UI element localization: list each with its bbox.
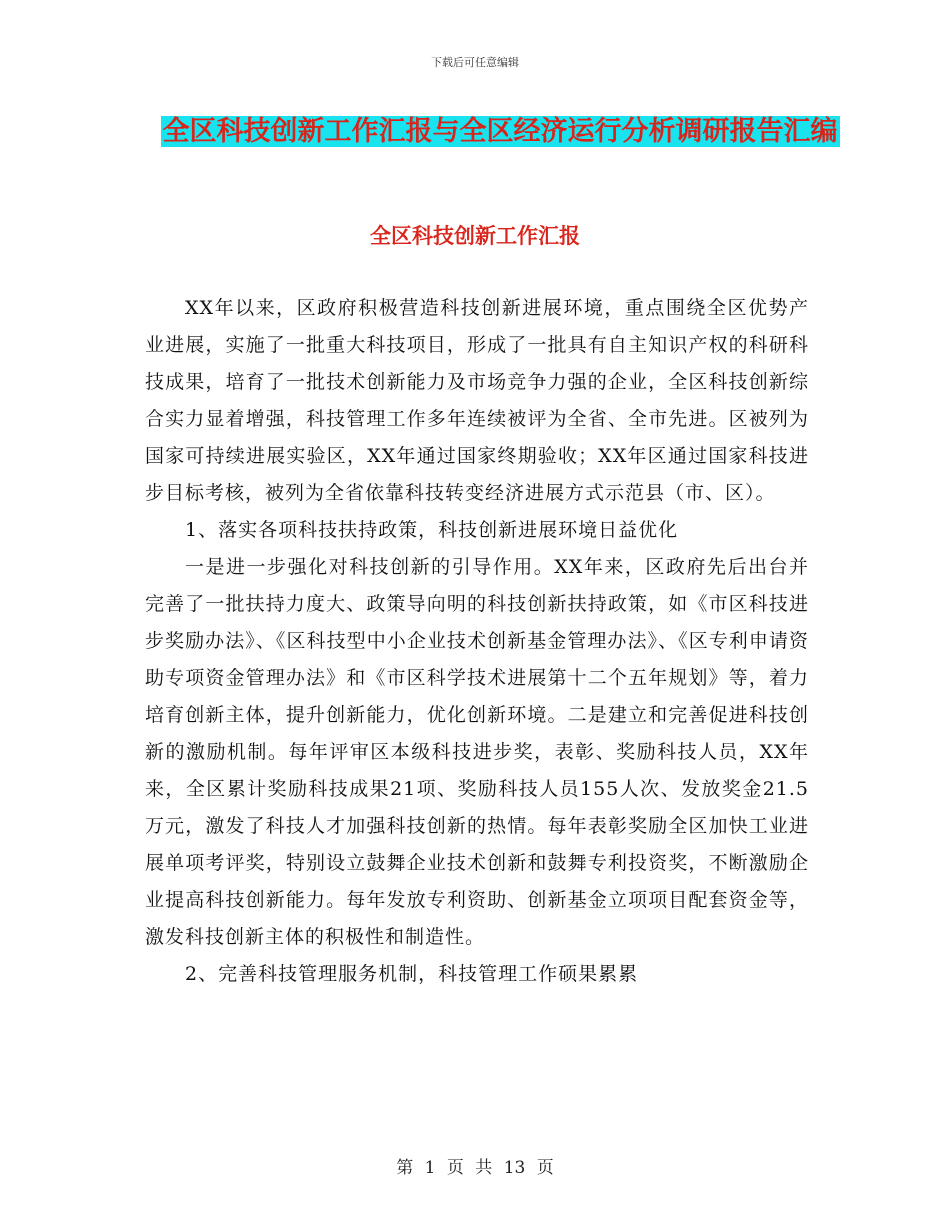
- paragraph: 一是进一步强化对科技创新的引导作用。XX年来，区政府先后出台并完善了一批扶持力度大、政策导向明的科技创新扶持政策，如《市区科技进步奖励办法》、《区科技型中小企业技术创新基金管理办法》、《区专利申请资助专项资金管理办法》和《市区科学技术进展第十二个五年规划》等，着力培育创新主体，提升创新能力，优化创新环境。二是建立和完善促进科技创新的激励机制。每年评审区本级科技进步奖，表彰、奖励科技人员，XX年来，全区累计奖励科技成果21项、奖励科技人员155人次、发放奖金21.5万元，激发了科技人才加强科技创新的热情。每年表彰奖励全区加快工业进展单项考评奖，特别设立鼓舞企业技术创新和鼓舞专利投资奖，不断激励企业提高科技创新能力。每年发放专利资助、创新基金立项项目配套资金等，激发科技创新主体的积极性和制造性。: [145, 556, 809, 948]
- section-title: 全区科技创新工作汇报: [370, 224, 580, 248]
- subheading: 1、落实各项科技扶持政策，科技创新进展环境日益优化: [185, 519, 679, 541]
- document-title-text: 全区科技创新工作汇报与全区经济运行分析调研报告汇编: [162, 116, 838, 147]
- header-note: 下载后可任意编辑: [431, 56, 519, 69]
- document-title: [150, 108, 850, 155]
- page-number-footer: 第 1 页 共 13 页: [396, 1158, 554, 1178]
- body-text: [145, 290, 809, 993]
- subheading: 2、完善科技管理服务机制，科技管理工作硕果累累: [185, 963, 639, 985]
- paragraph: XX年以来，区政府积极营造科技创新进展环境，重点围绕全区优势产业进展，实施了一批重大科技项目，形成了一批具有自主知识产权的科研科技成果，培育了一批技术创新能力及市场竞争力强的企业，全区科技创新综合实力显着增强，科技管理工作多年连续被评为全省、全市先进。区被列为国家可持续进展实验区，XX年通过国家终期验收；XX年区通过国家科技进步目标考核，被列为全省依靠科技转变经济进展方式示范县（市、区）。: [145, 297, 809, 504]
